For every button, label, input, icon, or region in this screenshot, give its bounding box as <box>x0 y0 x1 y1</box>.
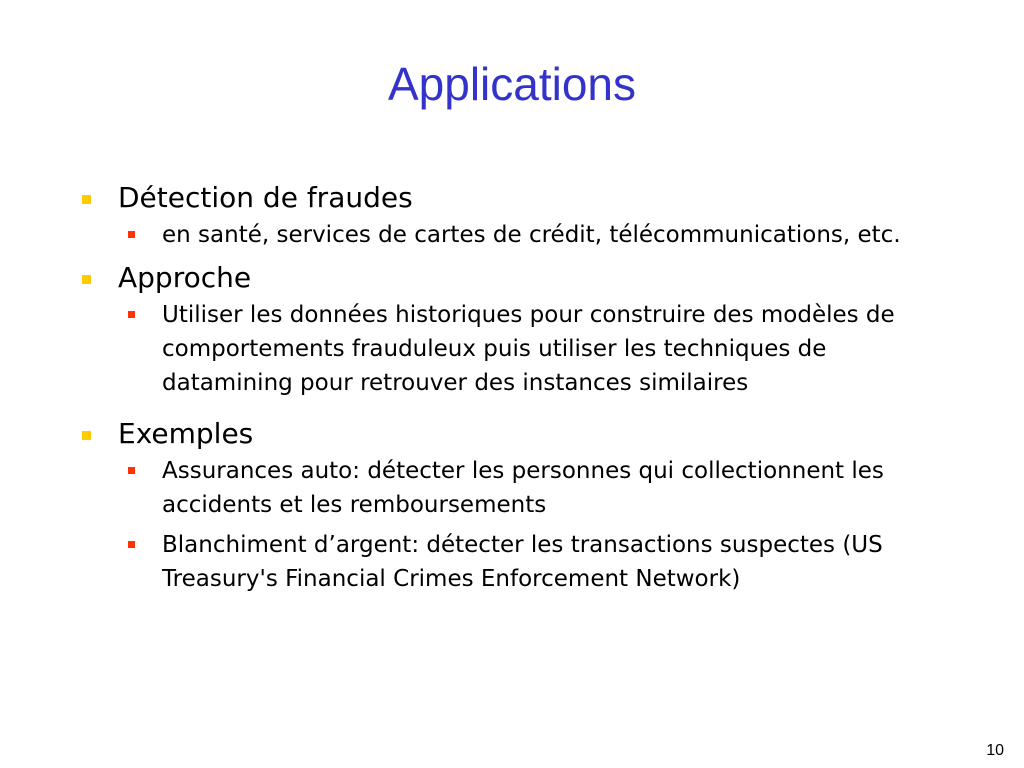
square-bullet-icon <box>128 541 135 548</box>
slide-title: Applications <box>387 58 637 110</box>
bullet-item-examples <box>80 414 980 454</box>
spacer <box>80 400 980 414</box>
square-bullet-icon <box>128 231 135 238</box>
square-bullet-icon <box>82 275 91 284</box>
page-number: 10 <box>986 742 1004 759</box>
square-bullet-icon <box>128 467 135 474</box>
square-bullet-icon <box>128 311 135 318</box>
slide-content <box>80 178 980 596</box>
bullet-text: Exemples <box>118 417 254 450</box>
sub-bullet-item <box>118 218 980 252</box>
sub-bullet-text: en santé, services de cartes de crédit, télécommunications, etc. <box>162 222 901 248</box>
bullet-item-approach <box>80 258 980 298</box>
sub-bullet-item <box>118 298 932 400</box>
sub-bullet-text: Blanchiment d’argent: détecter les transactions suspectes (US Treasury's Financial Crimes Enforcement Network) <box>162 532 883 592</box>
sub-bullet-text: Utiliser les données historiques pour construire des modèles de comportements frauduleux puis utiliser les techniques de datamining pour retrouver des instances similaires <box>162 302 895 396</box>
sub-bullet-text: Assurances auto: détecter les personnes qui collectionnent les accidents et les remboursements <box>162 458 884 518</box>
bullet-item-fraud-detection <box>80 178 980 218</box>
bullet-text: Détection de fraudes <box>118 181 413 214</box>
sub-bullet-item <box>118 454 952 522</box>
square-bullet-icon <box>82 431 91 440</box>
bullet-text: Approche <box>118 261 252 294</box>
sub-bullet-item <box>118 528 952 596</box>
square-bullet-icon <box>82 195 91 204</box>
